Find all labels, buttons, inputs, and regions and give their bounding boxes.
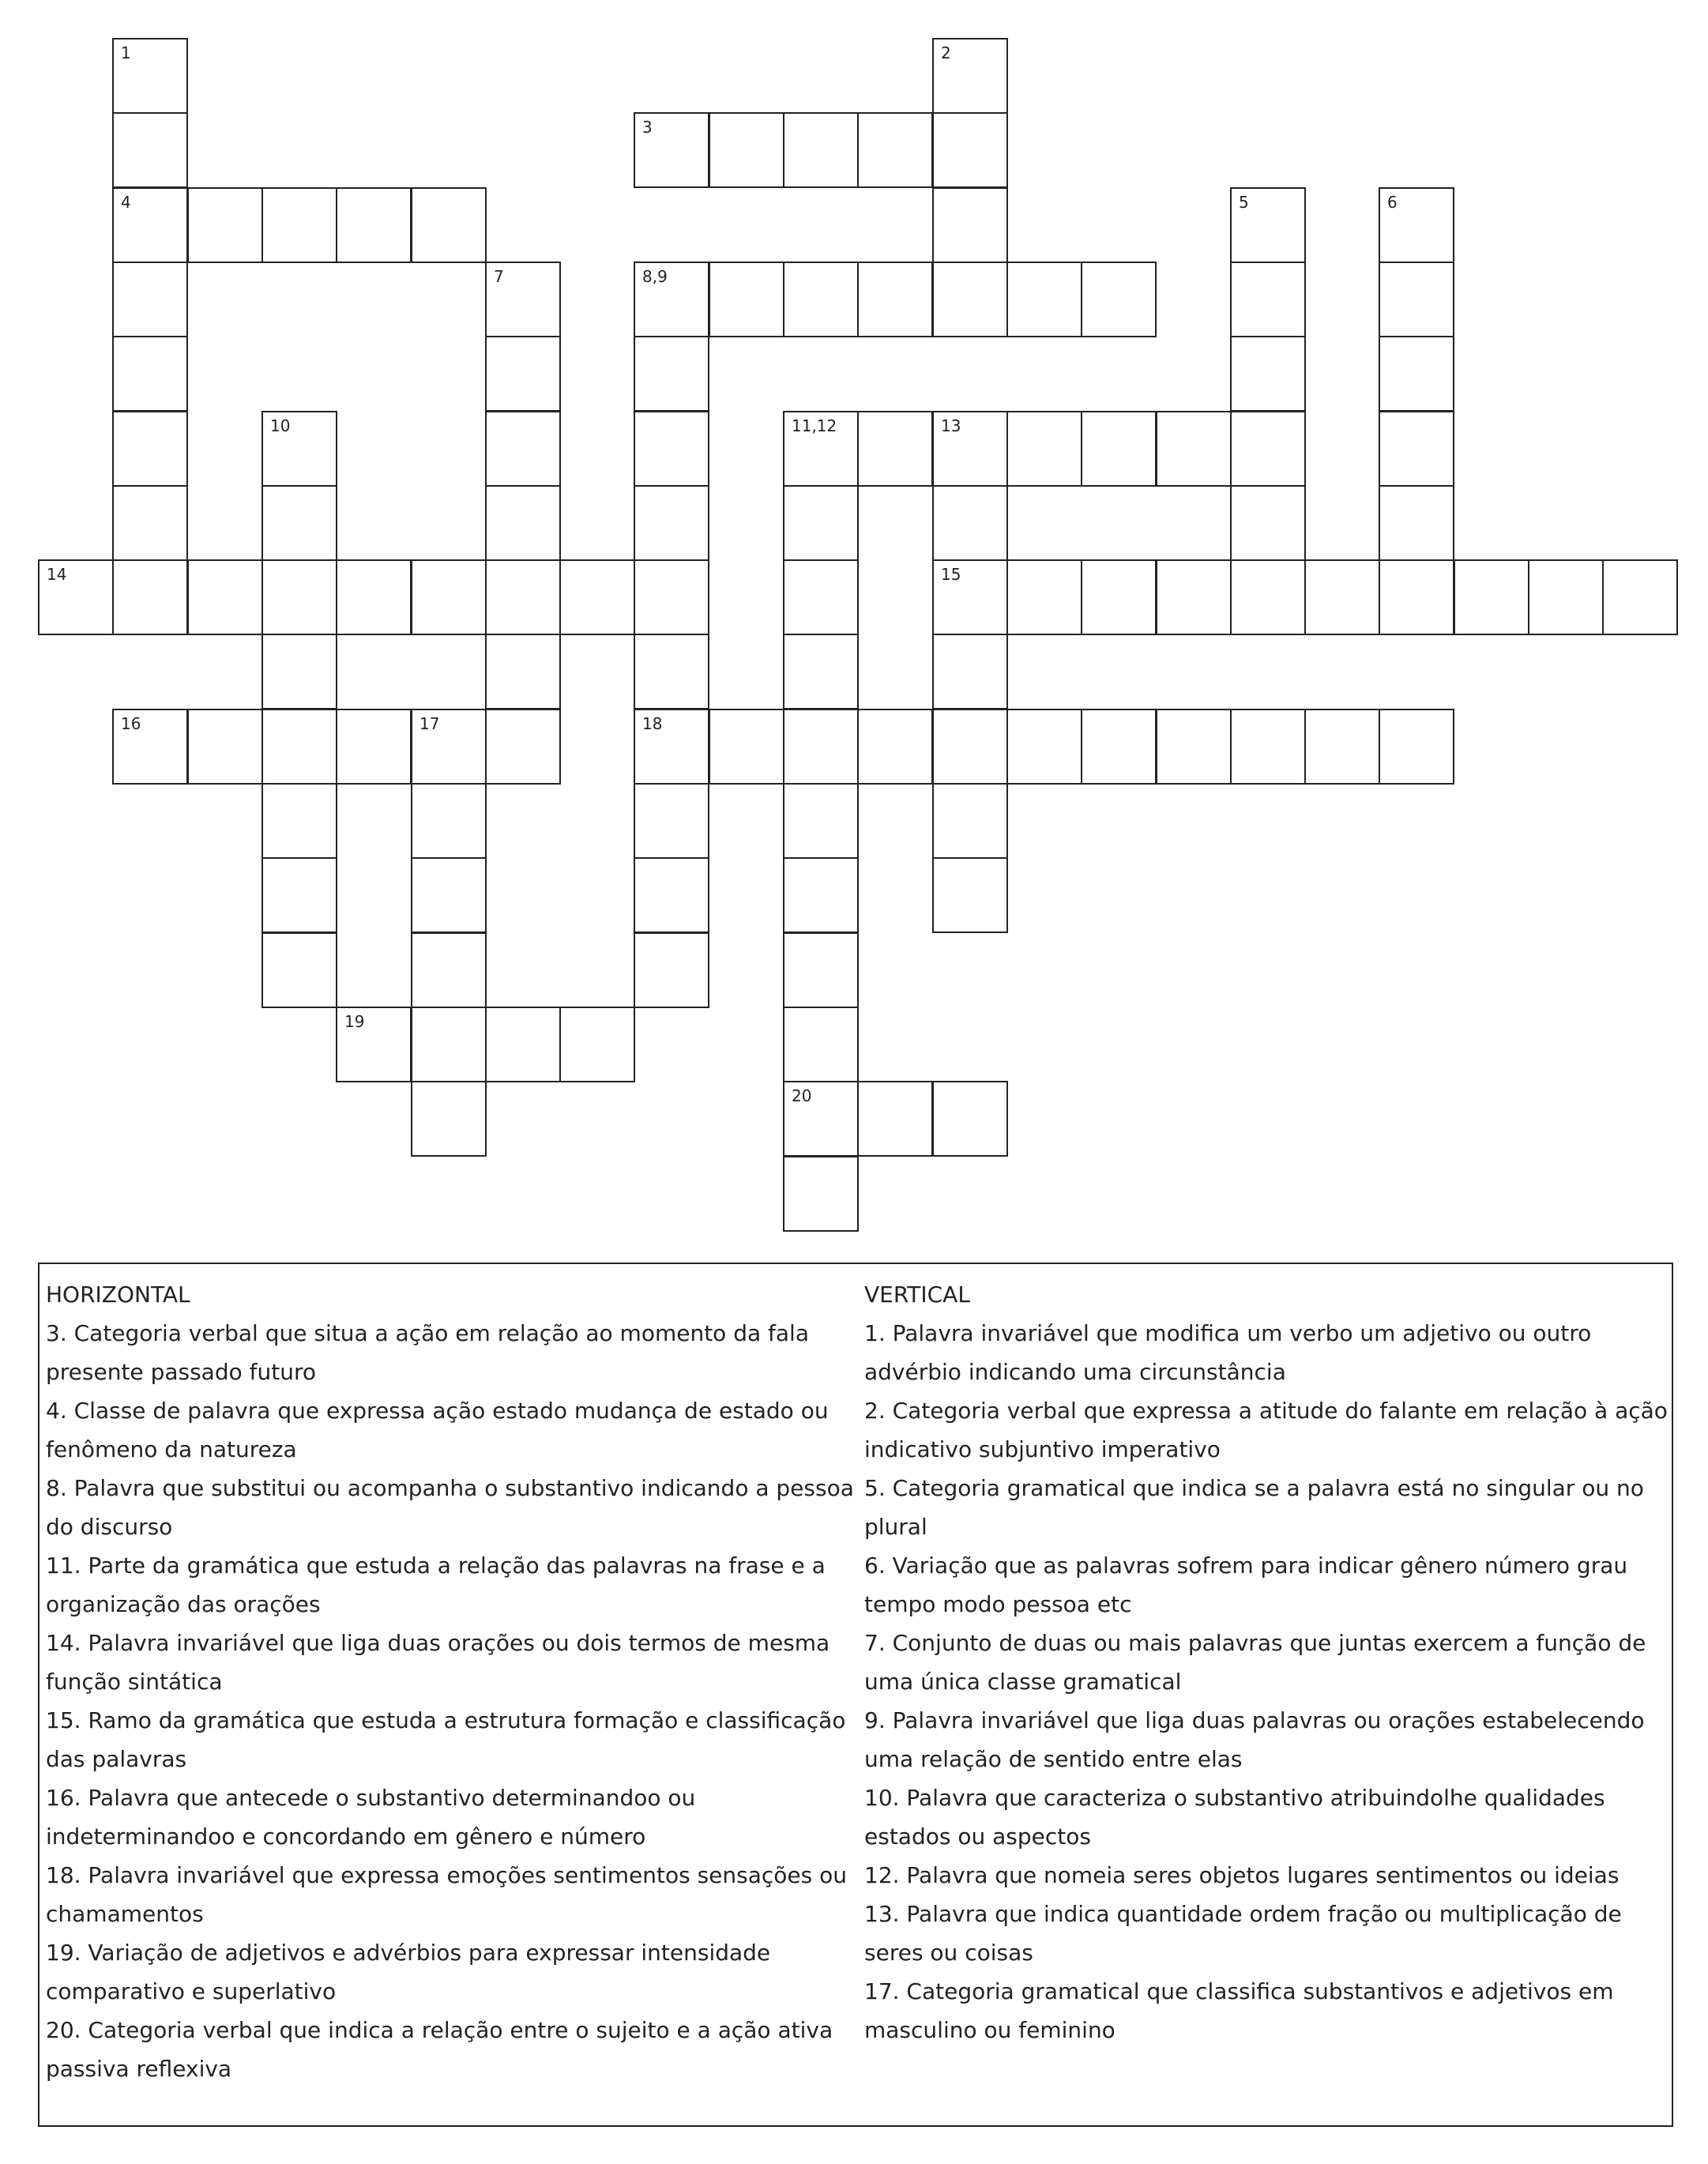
crossword-cell[interactable] (783, 485, 859, 561)
crossword-cell[interactable] (1156, 709, 1232, 785)
clue-horizontal-20: 20. Categoria verbal que indica a relação entre o sujeito e a ação ativa passiva reflexiva (46, 2017, 833, 2082)
clue-horizontal-14: 14. Palavra invariável que liga duas orações ou dois termos de mesma função sintática (46, 1630, 830, 1695)
crossword-cell[interactable] (485, 709, 561, 785)
clue-number: 10 (270, 416, 291, 435)
crossword-cell[interactable] (932, 262, 1008, 337)
crossword-cell[interactable] (411, 932, 487, 1008)
crossword-cell[interactable] (932, 38, 1008, 114)
crossword-cell[interactable] (112, 38, 188, 114)
crossword-cell[interactable] (857, 709, 933, 785)
crossword-cell[interactable] (709, 709, 784, 785)
vertical-title: VERTICAL (864, 1281, 970, 1308)
crossword-cell[interactable] (112, 485, 188, 561)
crossword-cell[interactable] (261, 485, 337, 561)
crossword-cell[interactable] (1528, 559, 1604, 635)
crossword-cell[interactable] (411, 783, 487, 859)
crossword-cell[interactable] (336, 709, 412, 785)
clue-number: 17 (419, 714, 440, 733)
clue-vertical-17: 17. Categoria gramatical que classifica substantivos e adjetivos em masculino ou feminino (864, 1978, 1614, 2043)
crossword-cell[interactable] (1304, 709, 1380, 785)
crossword-cell[interactable] (783, 634, 859, 709)
clue-horizontal-18: 18. Palavra invariável que expressa emoções sentimentos sensações ou chamamentos (46, 1862, 848, 1927)
clue-number: 3 (642, 118, 653, 137)
crossword-cell[interactable] (932, 559, 1008, 635)
crossword-cell[interactable] (411, 709, 487, 785)
clue-horizontal-11: 11. Parte da gramática que estuda a relação das palavras na frase e a organização das orações (46, 1552, 826, 1617)
clue-number: 5 (1239, 193, 1249, 212)
crossword-cell[interactable] (1602, 559, 1678, 635)
crossword-cell[interactable] (634, 559, 709, 635)
clue-horizontal-3: 3. Categoria verbal que situa a ação em relação ao momento da fala presente passado futuro (46, 1320, 809, 1385)
crossword-cell[interactable] (932, 709, 1008, 785)
crossword-cell[interactable] (783, 112, 859, 188)
clue-vertical-9: 9. Palavra invariável que liga duas palavras ou orações estabelecendo uma relação de sentido entre elas (864, 1707, 1645, 1772)
crossword-cell[interactable] (485, 411, 561, 487)
crossword-cell[interactable] (634, 932, 709, 1008)
crossword-cell[interactable] (932, 112, 1008, 188)
crossword-cell[interactable] (634, 262, 709, 337)
clue-vertical-10: 10. Palavra que caracteriza o substantivo atribuindolhe qualidades estados ou aspectos (864, 1785, 1605, 1850)
crossword-cell[interactable] (112, 262, 188, 337)
crossword-cell[interactable] (411, 187, 487, 263)
crossword-cell[interactable] (857, 112, 933, 188)
clue-number: 8,9 (642, 267, 668, 286)
crossword-cell[interactable] (1230, 336, 1306, 412)
crossword-cell[interactable] (1006, 411, 1082, 487)
clue-vertical-1: 1. Palavra invariável que modifica um verbo um adjetivo ou outro advérbio indicando uma circunstância (864, 1320, 1592, 1385)
crossword-cell[interactable] (261, 559, 337, 635)
crossword-cell[interactable] (187, 187, 263, 263)
crossword-cell[interactable] (1230, 411, 1306, 487)
clue-number: 7 (494, 267, 504, 286)
clue-number: 20 (792, 1086, 812, 1105)
clue-vertical-5: 5. Categoria gramatical que indica se a palavra está no singular ou no plural (864, 1475, 1644, 1540)
crossword-cell[interactable] (1379, 485, 1454, 561)
crossword-cell[interactable] (1379, 336, 1454, 412)
clue-number: 15 (941, 565, 961, 584)
crossword-cell[interactable] (932, 187, 1008, 263)
vertical-clues-column (864, 1275, 1674, 2049)
crossword-cell[interactable] (932, 485, 1008, 561)
clue-vertical-2: 2. Categoria verbal que expressa a atitude do falante em relação à ação indicativo subjuntivo imperativo (864, 1398, 1668, 1462)
clue-number: 4 (121, 193, 131, 212)
crossword-cell[interactable] (783, 411, 859, 487)
crossword-cell[interactable] (261, 187, 337, 263)
clue-number: 18 (642, 714, 663, 733)
crossword-cell[interactable] (261, 932, 337, 1008)
crossword-cell[interactable] (1379, 411, 1454, 487)
crossword-cell[interactable] (112, 112, 188, 188)
clue-vertical-7: 7. Conjunto de duas ou mais palavras que juntas exercem a função de uma única classe gramatical (864, 1630, 1646, 1695)
crossword-cell[interactable] (783, 1007, 859, 1082)
crossword-cell[interactable] (485, 634, 561, 709)
crossword-cell[interactable] (112, 709, 188, 785)
clue-horizontal-4: 4. Classe de palavra que expressa ação estado mudança de estado ou fenômeno da natureza (46, 1398, 829, 1462)
crossword-cell[interactable] (485, 262, 561, 337)
clue-vertical-12: 12. Palavra que nomeia seres objetos lugares sentimentos ou ideias (864, 1862, 1620, 1888)
crossword-cell[interactable] (1379, 187, 1454, 263)
crossword-cell[interactable] (634, 485, 709, 561)
crossword-cell[interactable] (709, 112, 784, 188)
crossword-cell[interactable] (1379, 559, 1454, 635)
crossword-cell[interactable] (1304, 559, 1380, 635)
crossword-cell[interactable] (261, 709, 337, 785)
crossword-cell[interactable] (1006, 559, 1082, 635)
crossword-cell[interactable] (1379, 709, 1454, 785)
crossword-cell[interactable] (783, 1081, 859, 1157)
clue-number: 13 (941, 416, 961, 435)
crossword-cell[interactable] (783, 783, 859, 859)
crossword-cell[interactable] (783, 559, 859, 635)
crossword-cell[interactable] (634, 709, 709, 785)
crossword-cell[interactable] (783, 857, 859, 933)
clue-horizontal-16: 16. Palavra que antecede o substantivo determinandoo ou indeterminandoo e concordando em gênero e número (46, 1785, 696, 1850)
clue-number: 11,12 (792, 416, 837, 435)
crossword-cell[interactable] (485, 485, 561, 561)
clue-number: 14 (47, 565, 67, 584)
crossword-cell[interactable] (857, 262, 933, 337)
crossword-cell[interactable] (1230, 559, 1306, 635)
crossword-cell[interactable] (336, 187, 412, 263)
clue-number: 16 (121, 714, 141, 733)
crossword-cell[interactable] (634, 336, 709, 412)
crossword-cell[interactable] (559, 1007, 635, 1082)
crossword-cell[interactable] (485, 559, 561, 635)
crossword-cell[interactable] (634, 857, 709, 933)
crossword-cell[interactable] (634, 411, 709, 487)
crossword-cell[interactable] (783, 262, 859, 337)
crossword-cell[interactable] (187, 559, 263, 635)
crossword-cell[interactable] (1081, 411, 1157, 487)
crossword-cell[interactable] (1230, 485, 1306, 561)
clue-number: 6 (1387, 193, 1398, 212)
crossword-cell[interactable] (1230, 187, 1306, 263)
crossword-cell[interactable] (261, 783, 337, 859)
clues-box (38, 1263, 1673, 2127)
crossword-cell[interactable] (709, 262, 784, 337)
crossword-cell[interactable] (634, 783, 709, 859)
clue-horizontal-8: 8. Palavra que substitui ou acompanha o substantivo indicando a pessoa do discurso (46, 1475, 854, 1540)
crossword-cell[interactable] (1230, 262, 1306, 337)
crossword-cell[interactable] (1006, 262, 1082, 337)
crossword-cell[interactable] (485, 336, 561, 412)
crossword-cell[interactable] (411, 1007, 487, 1082)
crossword-cell[interactable] (783, 932, 859, 1008)
crossword-cell[interactable] (634, 634, 709, 709)
crossword-cell[interactable] (932, 783, 1008, 859)
crossword-cell[interactable] (932, 857, 1008, 933)
crossword-cell[interactable] (1156, 411, 1232, 487)
crossword-cell[interactable] (187, 709, 263, 785)
crossword-cell[interactable] (411, 559, 487, 635)
crossword-cell[interactable] (112, 336, 188, 412)
crossword-cell[interactable] (932, 1081, 1008, 1157)
clue-horizontal-19: 19. Variação de adjetivos e advérbios para expressar intensidade comparativo e superlativo (46, 1940, 771, 2004)
crossword-cell[interactable] (857, 411, 933, 487)
crossword-cell[interactable] (336, 559, 412, 635)
crossword-cell[interactable] (783, 709, 859, 785)
clue-vertical-13: 13. Palavra que indica quantidade ordem fração ou multiplicação de seres ou coisas (864, 1901, 1622, 1966)
crossword-cell[interactable] (112, 411, 188, 487)
crossword-cell[interactable] (112, 559, 188, 635)
crossword-cell[interactable] (1081, 262, 1157, 337)
crossword-cell[interactable] (932, 411, 1008, 487)
horizontal-title: HORIZONTAL (46, 1281, 190, 1308)
clue-number: 19 (344, 1012, 365, 1031)
clue-number: 2 (941, 43, 951, 62)
crossword-cell[interactable] (1156, 559, 1232, 635)
crossword-cell[interactable] (112, 187, 188, 263)
crossword-cell[interactable] (38, 559, 114, 635)
crossword-cell[interactable] (1454, 559, 1529, 635)
crossword-cell[interactable] (411, 857, 487, 933)
crossword-cell[interactable] (932, 634, 1008, 709)
crossword-cell[interactable] (261, 411, 337, 487)
clue-horizontal-15: 15. Ramo da gramática que estuda a estrutura formação e classificação das palavras (46, 1707, 846, 1772)
crossword-cell[interactable] (559, 559, 635, 635)
crossword-cell[interactable] (261, 857, 337, 933)
crossword-cell[interactable] (1081, 709, 1157, 785)
crossword-cell[interactable] (783, 1156, 859, 1232)
crossword-cell[interactable] (1081, 559, 1157, 635)
crossword-cell[interactable] (1379, 262, 1454, 337)
crossword-cell[interactable] (336, 1007, 412, 1082)
clue-vertical-6: 6. Variação que as palavras sofrem para indicar gênero número grau tempo modo pessoa etc (864, 1552, 1628, 1617)
crossword-cell[interactable] (261, 634, 337, 709)
clue-number: 1 (121, 43, 131, 62)
crossword-cell[interactable] (1230, 709, 1306, 785)
crossword-cell[interactable] (485, 1007, 561, 1082)
crossword-cell[interactable] (857, 1081, 933, 1157)
crossword-cell[interactable] (411, 1081, 487, 1157)
horizontal-clues-column (46, 1275, 867, 2088)
crossword-cell[interactable] (1006, 709, 1082, 785)
crossword-cell[interactable] (634, 112, 709, 188)
